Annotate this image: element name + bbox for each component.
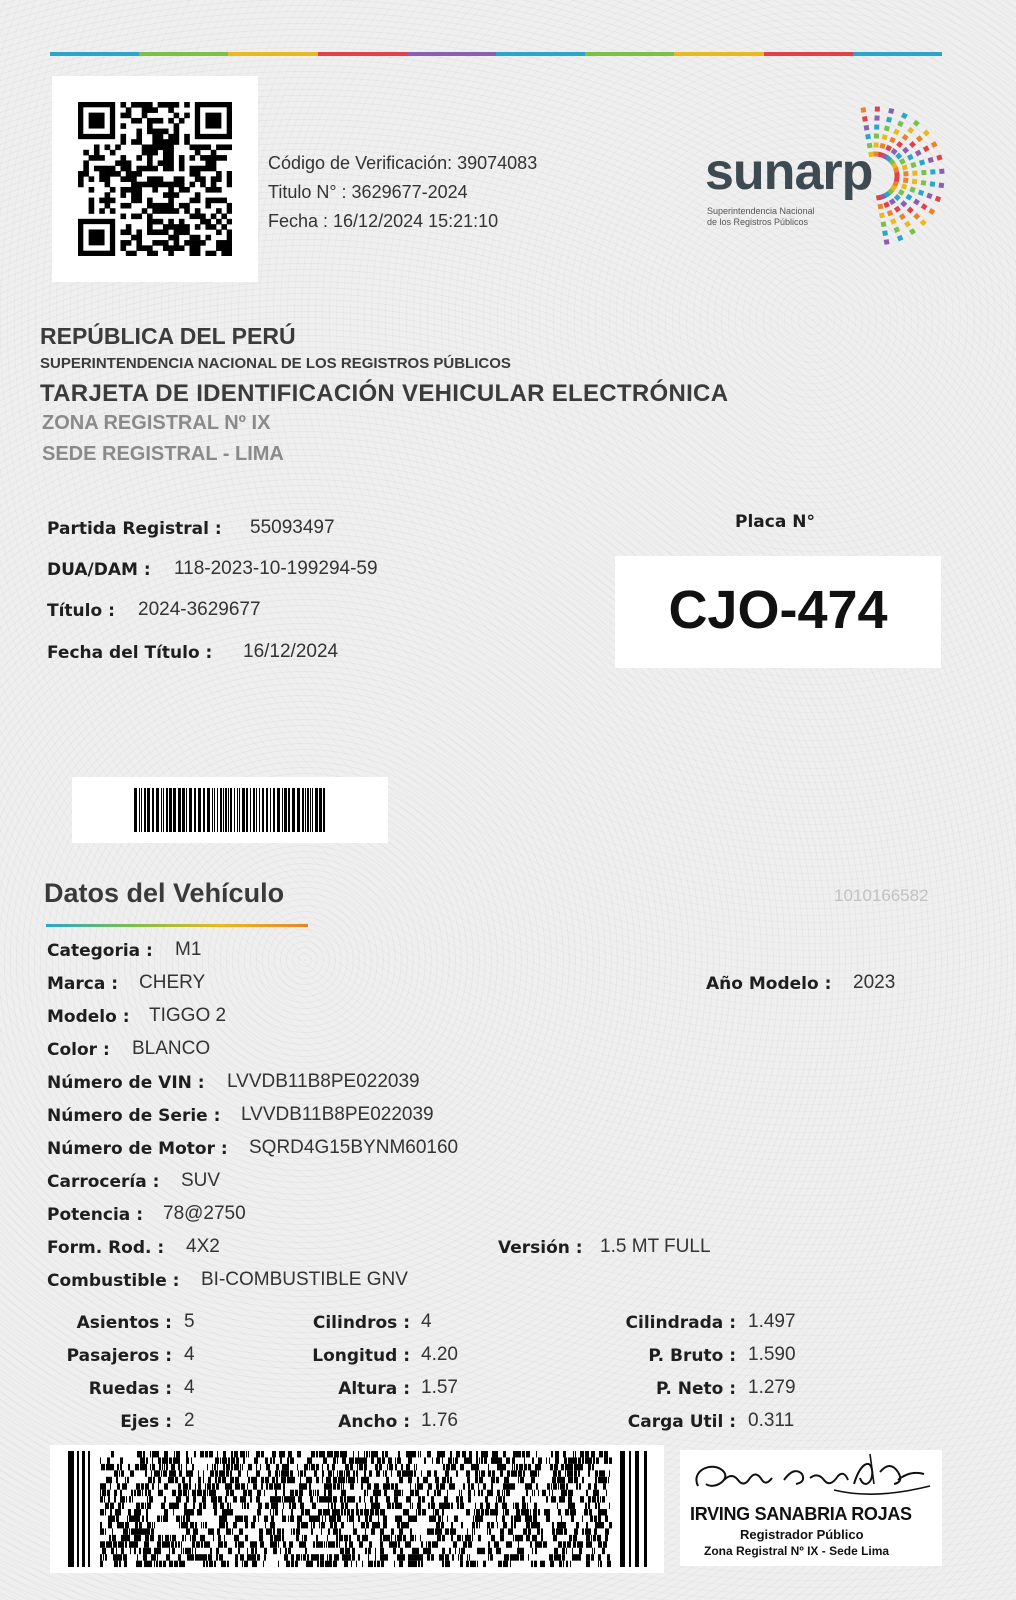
anio-modelo-value: 2023 <box>853 972 896 993</box>
titulo-value: 2024-3629677 <box>138 599 261 620</box>
stripe-segment <box>496 52 585 56</box>
altura-value: 1.57 <box>421 1377 458 1398</box>
issue-date: Fecha : 16/12/2024 15:21:10 <box>268 211 499 231</box>
fecha-titulo-label: Fecha del Título : <box>47 643 213 663</box>
stripe-segment <box>764 52 853 56</box>
partida-label: Partida Registral : <box>47 519 222 539</box>
asientos-value: 5 <box>184 1311 195 1332</box>
superintendencia-heading: SUPERINTENDENCIA NACIONAL DE LOS REGISTROS PÚBLICOS <box>40 355 511 372</box>
registrar-role: Registrador Público <box>740 1527 864 1542</box>
small-barcode-panel <box>72 777 388 843</box>
form-rod-label: Form. Rod. : <box>47 1238 165 1258</box>
document-number: 1010166582 <box>834 886 929 905</box>
partida-value: 55093497 <box>250 517 335 538</box>
carga-util-label: Carga Util : <box>627 1412 736 1432</box>
potencia-value: 78@2750 <box>163 1203 246 1224</box>
color-value: BLANCO <box>132 1038 211 1059</box>
motor-label: Número de Motor : <box>47 1139 228 1159</box>
document-title: TARJETA DE IDENTIFICACIÓN VEHICULAR ELECTRÓNICA <box>40 380 729 407</box>
cilindros-value: 4 <box>421 1311 432 1332</box>
potencia-label: Potencia : <box>47 1205 143 1225</box>
pdf417-barcode-icon <box>50 1445 664 1573</box>
ancho-value: 1.76 <box>421 1410 458 1431</box>
stripe-segment <box>50 52 139 56</box>
peso-neto-label: P. Neto : <box>656 1379 736 1399</box>
section-underline <box>46 924 308 927</box>
registrar-zone: Zona Registral Nº IX - Sede Lima <box>704 1544 890 1558</box>
dua-value: 118-2023-10-199294-59 <box>174 558 378 579</box>
sunarp-logo <box>705 96 965 246</box>
handwritten-signature-icon <box>684 1450 938 1510</box>
peso-neto-value: 1.279 <box>748 1377 796 1398</box>
placa-label: Placa N° <box>735 512 815 532</box>
verification-code: Código de Verificación: 39074083 <box>268 153 538 173</box>
qr-code-panel <box>52 76 258 282</box>
version-value: 1.5 MT FULL <box>600 1236 711 1257</box>
longitud-label: Longitud : <box>312 1346 410 1366</box>
logo-subtitle-2: de los Registros Públicos <box>707 217 809 227</box>
categoria-value: M1 <box>175 939 202 960</box>
motor-value: SQRD4G15BYNM60160 <box>249 1137 459 1158</box>
logo-wordmark: sunarp <box>705 143 873 201</box>
categoria-label: Categoria : <box>47 941 153 961</box>
carroceria-label: Carrocería : <box>47 1172 160 1192</box>
registrar-name: IRVING SANABRIA ROJAS <box>690 1504 912 1524</box>
longitud-value: 4.20 <box>421 1344 458 1365</box>
serie-label: Número de Serie : <box>47 1106 221 1126</box>
ejes-label: Ejes : <box>120 1412 172 1432</box>
carga-util-value: 0.311 <box>748 1410 795 1431</box>
fecha-titulo-value: 16/12/2024 <box>243 641 339 662</box>
carroceria-value: SUV <box>181 1170 221 1191</box>
sede-registral: SEDE REGISTRAL - LIMA <box>42 443 284 465</box>
ruedas-label: Ruedas : <box>88 1379 172 1399</box>
version-label: Versión : <box>498 1238 583 1258</box>
color-label: Color : <box>47 1040 110 1060</box>
anio-modelo-label: Año Modelo : <box>706 974 832 994</box>
stripe-segment <box>407 52 496 56</box>
form-rod-value: 4X2 <box>186 1236 220 1257</box>
placa-box <box>615 556 941 668</box>
pdf417-barcode-panel <box>50 1445 664 1573</box>
top-color-stripe <box>50 52 942 56</box>
combustible-label: Combustible : <box>47 1271 180 1291</box>
qr-code-icon <box>78 102 232 256</box>
peso-bruto-label: P. Bruto : <box>648 1346 736 1366</box>
modelo-value: TIGGO 2 <box>149 1005 227 1026</box>
marca-value: CHERY <box>139 972 206 993</box>
pasajeros-label: Pasajeros : <box>66 1346 172 1366</box>
ejes-value: 2 <box>184 1410 195 1431</box>
vehicle-section-title: Datos del Vehículo <box>44 878 285 908</box>
cilindrada-value: 1.497 <box>748 1311 796 1332</box>
ruedas-value: 4 <box>184 1377 195 1398</box>
vin-label: Número de VIN : <box>47 1073 205 1093</box>
cilindros-label: Cilindros : <box>312 1313 410 1333</box>
zona-registral: ZONA REGISTRAL Nº IX <box>42 412 271 434</box>
altura-label: Altura : <box>338 1379 410 1399</box>
placa-value: CJO-474 <box>668 580 888 640</box>
combustible-value: BI-COMBUSTIBLE GNV <box>201 1269 408 1290</box>
logo-subtitle-1: Superintendencia Nacional <box>707 206 815 216</box>
stripe-segment <box>318 52 407 56</box>
serie-value: LVVDB11B8PE022039 <box>241 1104 434 1125</box>
asientos-label: Asientos : <box>76 1313 172 1333</box>
stripe-segment <box>228 52 317 56</box>
modelo-label: Modelo : <box>47 1007 130 1027</box>
titulo-label: Título : <box>47 601 115 621</box>
stripe-segment <box>585 52 674 56</box>
titulo-number: Titulo N° : 3629677-2024 <box>268 182 468 202</box>
barcode-icon <box>72 777 388 843</box>
stripe-segment <box>853 52 942 56</box>
pasajeros-value: 4 <box>184 1344 195 1365</box>
signature-block <box>680 1450 942 1566</box>
stripe-segment <box>674 52 763 56</box>
ancho-label: Ancho : <box>338 1412 410 1432</box>
marca-label: Marca : <box>47 974 119 994</box>
republic-heading: REPÚBLICA DEL PERÚ <box>40 323 296 349</box>
dua-label: DUA/DAM : <box>47 560 151 580</box>
vin-value: LVVDB11B8PE022039 <box>227 1071 420 1092</box>
stripe-segment <box>139 52 228 56</box>
peso-bruto-value: 1.590 <box>748 1344 796 1365</box>
cilindrada-label: Cilindrada : <box>625 1313 736 1333</box>
